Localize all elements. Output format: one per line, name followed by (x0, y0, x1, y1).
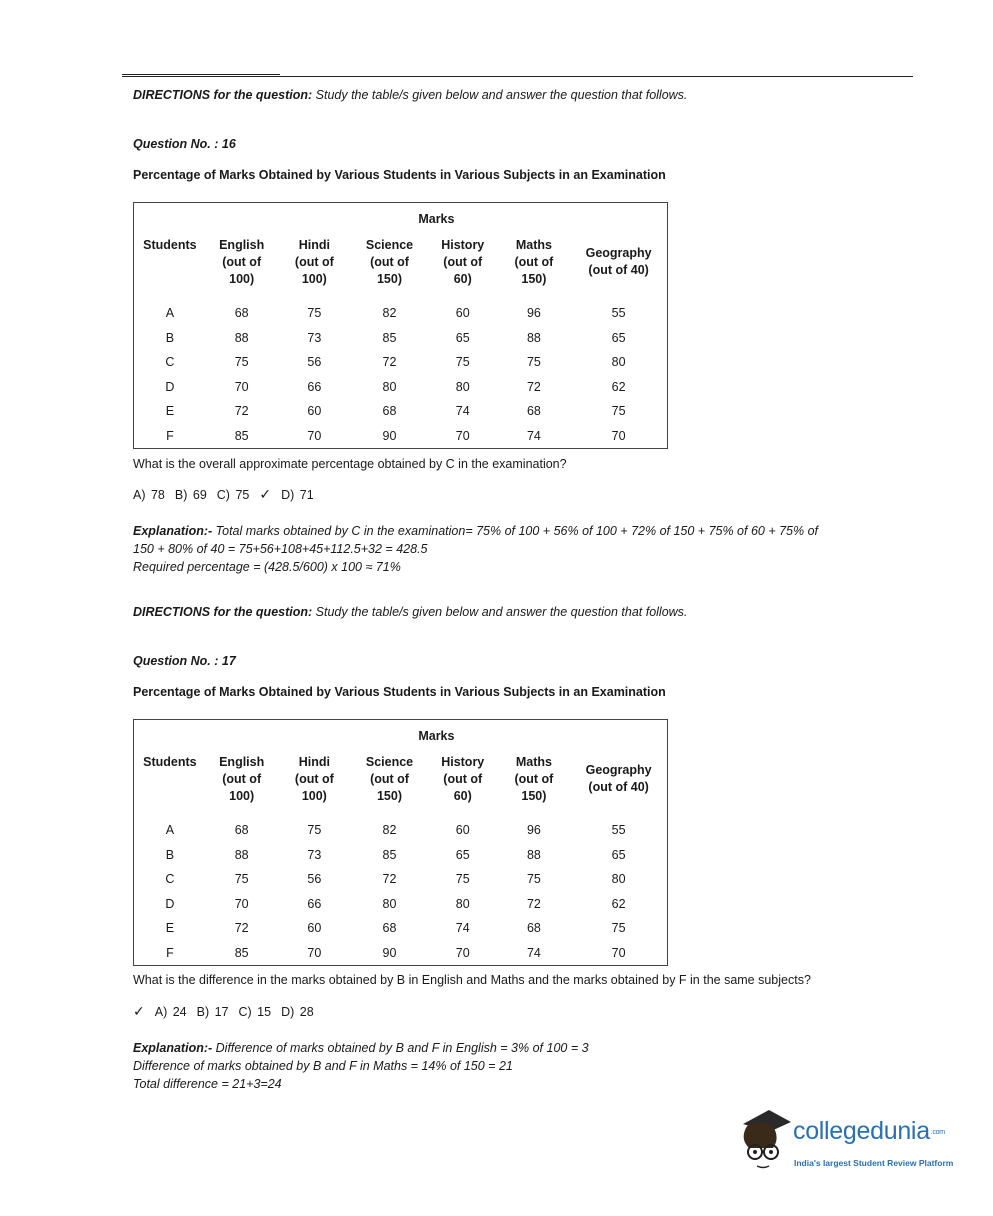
table-row (134, 424, 668, 449)
mark-cell: 56 (307, 872, 322, 887)
correct-check-icon: ✓ (259, 486, 272, 502)
mark-cell: 72 (234, 404, 249, 419)
explanation-text: Difference of marks obtained by B and F in Maths = 14% of 150 = 21 (133, 1059, 513, 1073)
mark-cell: 68 (526, 921, 541, 936)
subject-header (498, 231, 571, 301)
explanation-line (133, 540, 903, 558)
mark-cell: 65 (611, 330, 626, 345)
logo-tagline: India's largest Student Review Platform (794, 1158, 954, 1168)
mark-cell: 88 (234, 330, 249, 345)
mark-cell: 55 (611, 306, 626, 321)
marks-table-17 (133, 719, 668, 966)
subject-header-line: 60) (453, 788, 472, 803)
directions-q16: DIRECTIONS for the question: Study the table/s given below and answer the question that follows. (133, 88, 688, 102)
top-short-rule (122, 74, 280, 75)
student-label: D (165, 896, 175, 911)
mark-cell: 75 (455, 355, 470, 370)
table-row (134, 818, 668, 843)
option-item: C) 75 (216, 488, 250, 502)
subject-header-line: (out of (443, 254, 483, 269)
table-row (134, 375, 668, 400)
subject-header-line: 60) (453, 271, 472, 286)
mark-cell: 70 (455, 945, 470, 960)
mark-cell: 74 (526, 945, 541, 960)
subject-header-line: 150) (376, 788, 403, 803)
mark-cell: 65 (455, 330, 470, 345)
mark-cell: 88 (526, 330, 541, 345)
explanation-line (133, 558, 903, 576)
mark-cell: 96 (526, 306, 541, 321)
mark-cell: 70 (307, 945, 322, 960)
subject-header (351, 231, 428, 301)
mark-cell: 74 (526, 428, 541, 443)
question-number-16: Question No. : 16 (133, 137, 236, 151)
mark-cell: 75 (234, 355, 249, 370)
option-item: B) 69 (174, 488, 207, 502)
table-title-16: Percentage of Marks Obtained by Various Students in Various Subjects in an Examination (133, 168, 666, 182)
subject-header-line: Science (365, 754, 414, 769)
mark-cell: 62 (611, 379, 626, 394)
mark-cell: 70 (455, 428, 470, 443)
mark-cell: 96 (526, 823, 541, 838)
students-header-spacer (134, 203, 206, 232)
explanation-text: Total marks obtained by C in the examination= 75% of 100 + 56% of 100 + 72% of 150 + 75% of 60 + 75% of (212, 524, 819, 538)
subject-header (206, 231, 278, 301)
student-label: E (165, 404, 175, 419)
mark-cell: 75 (526, 872, 541, 887)
subject-header-line: Hindi (298, 237, 330, 252)
options-17 (133, 1003, 324, 1020)
student-label: C (165, 355, 175, 370)
mark-cell: 80 (382, 896, 397, 911)
students-header: Students (143, 238, 197, 252)
mark-cell: 82 (382, 306, 397, 321)
marks-group-header: Marks (418, 728, 455, 743)
mark-cell: 60 (455, 823, 470, 838)
explanation-16 (133, 522, 903, 576)
explanation-label: Explanation:- (133, 1041, 213, 1055)
subject-header-line: (out of (370, 254, 409, 269)
explanation-line (133, 522, 903, 540)
option-item: B) 17 (196, 1005, 229, 1019)
mark-cell: 74 (455, 921, 470, 936)
mark-cell: 85 (234, 945, 249, 960)
subject-header (278, 748, 352, 818)
subject-header (351, 748, 428, 818)
mark-cell: 72 (382, 355, 397, 370)
mark-cell: 75 (307, 823, 322, 838)
student-label: F (166, 945, 174, 960)
table-row (134, 326, 668, 351)
mark-cell: 80 (611, 355, 626, 370)
subject-header-line: (out of (222, 771, 262, 786)
table-row (134, 867, 668, 892)
mark-cell: 85 (382, 847, 397, 862)
option-item: ✓ A) 24 (133, 1003, 187, 1019)
mark-cell: 60 (307, 921, 322, 936)
explanation-line (133, 1075, 903, 1093)
subject-header-line: 150) (521, 271, 547, 286)
explanation-line (133, 1057, 903, 1075)
students-header-spacer (134, 720, 206, 749)
student-label: A (165, 823, 175, 838)
mark-cell: 62 (611, 896, 626, 911)
subject-header (498, 748, 571, 818)
option-item: ✓ D) 71 (259, 486, 314, 502)
subject-header-line: (out of (294, 771, 334, 786)
mark-cell: 68 (234, 823, 249, 838)
table-row (134, 350, 668, 375)
option-item: D) 28 (281, 1005, 314, 1019)
subject-header-line: 100) (301, 788, 327, 803)
explanation-text: Difference of marks obtained by B and F in English = 3% of 100 = 3 (212, 1041, 589, 1055)
mark-cell: 70 (234, 379, 249, 394)
mark-cell: 55 (611, 823, 626, 838)
mark-cell: 88 (234, 847, 249, 862)
mark-cell: 75 (234, 872, 249, 887)
logo-wordmark: collegedunia.com (793, 1117, 945, 1145)
mark-cell: 68 (382, 921, 397, 936)
mark-cell: 90 (382, 945, 397, 960)
students-header: Students (143, 755, 197, 769)
mark-cell: 80 (455, 379, 470, 394)
options-16 (133, 486, 324, 503)
subject-header-line: (out of (370, 771, 409, 786)
subject-header (428, 231, 498, 301)
mark-cell: 72 (526, 896, 541, 911)
table-title-17: Percentage of Marks Obtained by Various Students in Various Subjects in an Examination (133, 685, 666, 699)
mark-cell: 75 (611, 404, 626, 419)
subject-header-line: Science (365, 237, 414, 252)
marks-group-header: Marks (418, 211, 455, 226)
subject-header-line: (out of 40) (588, 263, 649, 277)
mark-cell: 75 (455, 872, 470, 887)
mark-cell: 80 (382, 379, 397, 394)
subject-header-line: 150) (376, 271, 403, 286)
table-row (134, 892, 668, 917)
option-item: A) 78 (133, 488, 165, 502)
student-label: B (165, 330, 175, 345)
mark-cell: 75 (611, 921, 626, 936)
mark-cell: 80 (455, 896, 470, 911)
mark-cell: 90 (382, 428, 397, 443)
mark-cell: 85 (234, 428, 249, 443)
mark-cell: 73 (307, 847, 322, 862)
mark-cell: 72 (526, 379, 541, 394)
student-label: C (165, 872, 175, 887)
subject-header-line: Geography (585, 763, 652, 777)
subject-header-line: Maths (515, 237, 552, 252)
mark-cell: 70 (611, 428, 626, 443)
subject-header-line: 100) (229, 271, 255, 286)
mark-cell: 73 (307, 330, 322, 345)
mark-cell: 68 (382, 404, 397, 419)
subject-header-line: 150) (521, 788, 547, 803)
subject-header-line: (out of 40) (588, 780, 649, 794)
question-number-17: Question No. : 17 (133, 654, 236, 668)
subject-header-line: Maths (515, 754, 552, 769)
subject-header-line: 100) (229, 788, 255, 803)
student-label: E (165, 921, 175, 936)
mark-cell: 70 (611, 945, 626, 960)
subject-header-line: (out of (294, 254, 334, 269)
mark-cell: 68 (526, 404, 541, 419)
mark-cell: 65 (455, 847, 470, 862)
student-label: D (165, 379, 175, 394)
mark-cell: 85 (382, 330, 397, 345)
mark-cell: 66 (307, 379, 322, 394)
mark-cell: 74 (455, 404, 470, 419)
mark-cell: 68 (234, 306, 249, 321)
student-label: B (165, 847, 175, 862)
mark-cell: 75 (307, 306, 322, 321)
subject-header-line: Geography (585, 246, 652, 260)
mark-cell: 82 (382, 823, 397, 838)
table-row (134, 916, 668, 941)
subject-header-line: (out of (514, 254, 554, 269)
subject-header-line: English (219, 237, 265, 252)
explanation-17 (133, 1039, 903, 1093)
mark-cell: 66 (307, 896, 322, 911)
subject-header-line: (out of (222, 254, 262, 269)
mark-cell: 60 (307, 404, 322, 419)
mark-cell: 75 (526, 355, 541, 370)
subject-header-line: English (219, 754, 265, 769)
mark-cell: 72 (234, 921, 249, 936)
mark-cell: 80 (611, 872, 626, 887)
subject-header (278, 231, 352, 301)
table-row (134, 941, 668, 966)
subject-header-line: History (441, 754, 485, 769)
student-label: F (166, 428, 174, 443)
subject-header-line: (out of (514, 771, 554, 786)
table-row (134, 399, 668, 424)
mark-cell: 88 (526, 847, 541, 862)
directions-q17: DIRECTIONS for the question: Study the table/s given below and answer the question that follows. (133, 605, 688, 619)
subject-header-line: 100) (301, 271, 327, 286)
mark-cell: 65 (611, 847, 626, 862)
subject-header-line: Hindi (298, 754, 330, 769)
subject-header-line: History (441, 237, 485, 252)
mark-cell: 56 (307, 355, 322, 370)
subject-header (570, 748, 667, 818)
mark-cell: 70 (307, 428, 322, 443)
top-full-rule (122, 76, 913, 77)
correct-check-icon: ✓ (133, 1003, 145, 1019)
mark-cell: 70 (234, 896, 249, 911)
mark-cell: 60 (455, 306, 470, 321)
explanation-text: 150 + 80% of 40 = 75+56+108+45+112.5+32 = 428.5 (133, 542, 428, 556)
subject-header (428, 748, 498, 818)
explanation-text: Total difference = 21+3=24 (133, 1077, 282, 1091)
marks-table-16 (133, 202, 668, 449)
subject-header (206, 748, 278, 818)
table-row (134, 301, 668, 326)
question-text-16: What is the overall approximate percentage obtained by C in the examination? (133, 457, 567, 471)
subject-header (570, 231, 667, 301)
explanation-line (133, 1039, 903, 1057)
option-item: C) 15 (238, 1005, 272, 1019)
explanation-label: Explanation:- (133, 524, 213, 538)
student-label: A (165, 306, 175, 321)
question-text-17: What is the difference in the marks obtained by B in English and Maths and the marks obtained by F in the same subjects? (133, 973, 811, 987)
subject-header-line: (out of (443, 771, 483, 786)
explanation-text: Required percentage = (428.5/600) x 100 ≈ 71% (133, 560, 401, 574)
mark-cell: 72 (382, 872, 397, 887)
table-row (134, 843, 668, 868)
